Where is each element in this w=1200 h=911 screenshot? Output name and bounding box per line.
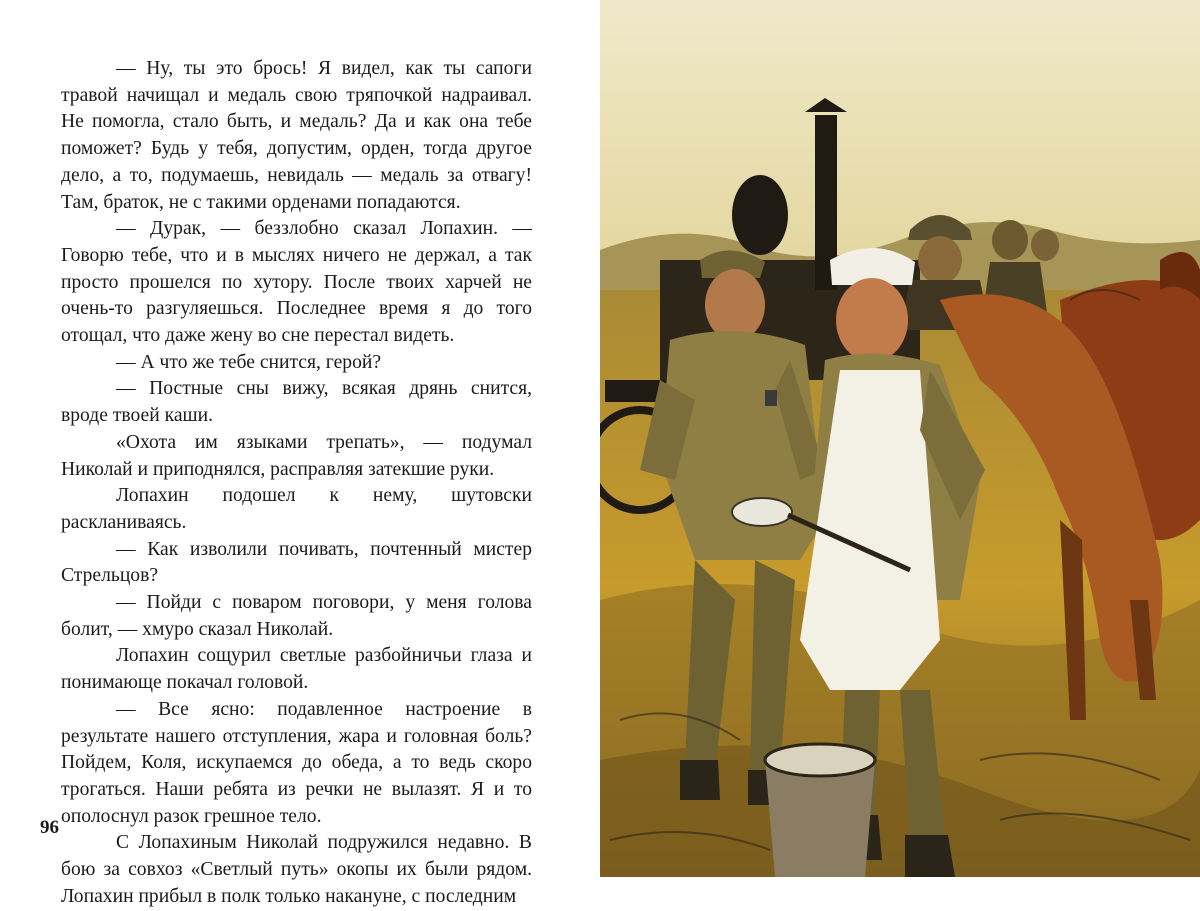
paragraph: С Лопахиным Николай подружился недавно. В бою за совхоз «Светлый путь» окопы их были рядом. Лопахин прибыл в полк только накануне, с последним (61, 832, 532, 907)
paragraph: — Как изволили почивать, почтенный мистер Стрельцов? (61, 538, 532, 587)
text-page (0, 0, 600, 907)
bucket (765, 744, 875, 877)
paragraph: — Дурак, — беззлобно сказал Лопахин. — Говорю тебе, что и в мыслях ничего не держал, а так просто прошелся по хутору. После твоих харчей не очень-то разгуляешься. Последнее время я до того отощал, что даже жену во сне перестал видеть. (61, 218, 532, 347)
paragraph: — Все ясно: подавленное настроение в результате нашего отступления, жара и головная боль? Пойдем, Коля, искупаемся до обеда, а то ведь скоро трогаться. Наши ребята из речки не вылазят. Я и то ополоснул разок грешное тело. (61, 698, 532, 827)
text-block (61, 56, 532, 911)
paragraph: — Ну, ты это брось! Я видел, как ты сапоги травой начищал и медаль свою тряпочкой надраивал. Не помогла, стало быть, и медаль? Да и как она тебе поможет? Будь у тебя, допустим, орден, тогда другое дело, а то, подумаешь, невидаль — медаль за отвагу! Там, браток, не с такими орденами попадаются. (61, 58, 532, 213)
paragraph: Лопахин сощурил светлые разбойничьи глаза и понимающе покачал головой. (61, 645, 532, 694)
paragraph: «Охота им языками трепать», — подумал Николай и приподнялся, расправляя затекшие руки. (61, 431, 532, 480)
page-number: 96 (40, 817, 59, 838)
paragraph: Лопахин подошел к нему, шутовски раскланиваясь. (61, 485, 532, 533)
paragraph: — А что же тебе снится, герой? (116, 351, 382, 373)
paragraph: — Постные сны вижу, всякая дрянь снится, вроде твоей каши. (61, 378, 532, 427)
paragraph: — Пойди с поваром поговори, у меня голова болит, — хмуро сказал Николай. (61, 592, 532, 640)
illustration-field-kitchen (600, 0, 1200, 877)
